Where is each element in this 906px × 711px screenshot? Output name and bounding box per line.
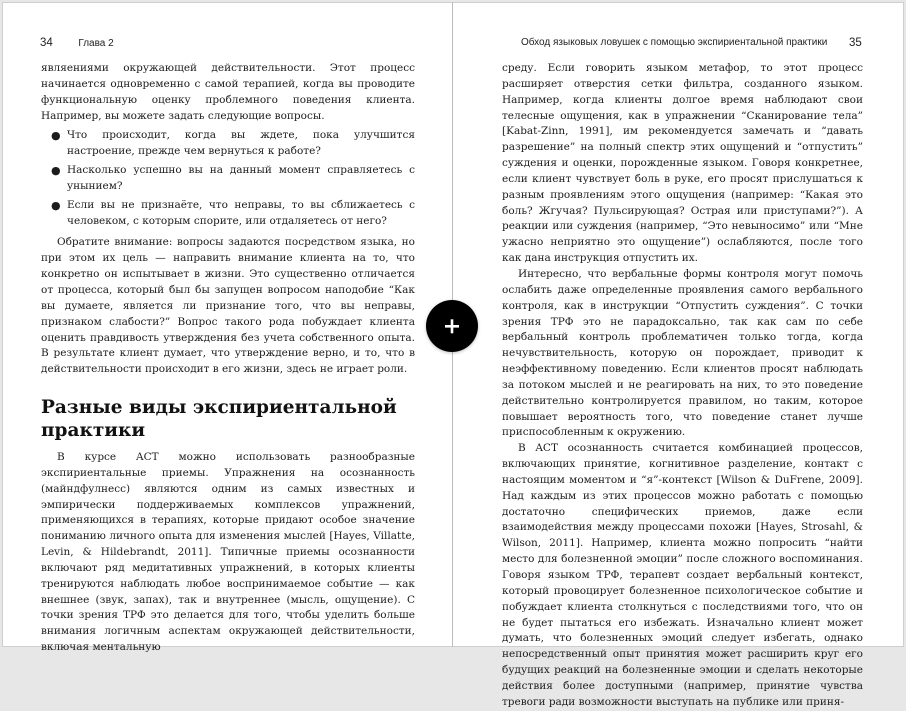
chapter-label: Глава 2 bbox=[78, 38, 114, 49]
left-page bbox=[2, 2, 453, 654]
bullet-icon: ● bbox=[51, 198, 61, 212]
bullet-icon: ● bbox=[51, 164, 61, 178]
left-page-number: 34 bbox=[40, 37, 53, 49]
left-body-text bbox=[41, 61, 415, 656]
right-page-number: 35 bbox=[849, 37, 862, 49]
list-item: ● Что происходит, когда вы ждете, пока улучшится настроение, прежде чем вернуться к работе? bbox=[51, 129, 415, 158]
plus-icon bbox=[426, 300, 478, 352]
paragraph: Обратите внимание: вопросы задаются посредством языка, но при этом их цель — направить внимание клиента на то, что конкретно он испытывает в жизни. Это существенно отличается от процесса, который был бы запущен вопросом наподобие “Как вы думаете, является ли признание того, что вы неправы, признаком слабости?” Вопрос такого рода побуждает клиента оценить правдивость утверждения без учета собственного опыта. В результате клиент думает, что утверждение верно, и то, что в действительности происходит в его жизни, здесь не играет роли. bbox=[41, 236, 415, 376]
section-heading: Разные виды экспириентальной практики bbox=[41, 397, 397, 442]
paragraph: В курсе ACT можно использовать разнообразные экспириентальные приемы. Упражнения на осознанность (майндфулнесс) являются одним из самых известных и эмпирически поддерживаемых комплексов упражнений, применяющихся в терапиях, которые придают особое значение пониманию личного опыта для изменения мыслей [Hayes, Villatte, Levin, & Hildebrandt, 2011]. Типичные приемы осознанности включают ряд медитативных упражнений, в которых клиенты тренируются наблюдать любое воспринимаемое событие — как внешнее (звук, запах), так и внутреннее (мысль, ощущение). С точки зрения ТРФ это делается для того, чтобы уделить больше внимания логичным аспектам окружающей действительности, включая ментальную bbox=[41, 451, 415, 654]
paragraph: являениями окружающей действительности. Этот процесс начинается одновременно с самой терапией, когда вы проводите функциональную оценку проблемного поведения клиента. Например, вы можете задать следующие вопросы. bbox=[41, 62, 415, 122]
right-page bbox=[452, 2, 904, 708]
bullet-icon: ● bbox=[51, 129, 61, 143]
list-item: ● Если вы не признаёте, что неправы, то вы сближаетесь с человеком, с которым спорите, или отдаляетесь от него? bbox=[51, 198, 415, 227]
right-body-text bbox=[502, 61, 863, 711]
add-button[interactable] bbox=[426, 300, 478, 352]
left-running-head bbox=[40, 37, 114, 49]
list-item: ● Насколько успешно вы на данный момент справляетесь с унынием? bbox=[51, 164, 415, 192]
right-running-head bbox=[521, 37, 827, 48]
paragraph: среду. Если говорить языком метафор, то этот процесс расширяет отверстия сетки фильтра, созданного языком. Например, когда клиенты долгое время наблюдают свои телесные ощущения, как в упражнении “Сканирование тела” [Kabat-Zinn, 1991], им рекомендуется замечать и “давать разрешение” на полный спектр этих ощущений и “отпустить” суждения и оценки, порожденные языком. Говоря конкретнее, если клиент чувствует боль в руке, его просят прислушаться к разным проявлениям этого ощущения (например: “Какая это боль? Жгучая? Пульсирующая? Острая или приступами?”). А реакции или суждения (например, “Это невыносимо” или “Мне ужасно неприятно это ощущение”) ослабляются, после того как дана инструкция отпустить их. bbox=[502, 62, 863, 265]
paragraph: В ACT осознанность считается комбинацией процессов, включающих принятие, когнитивное разделение, контакт с настоящим моментом и “я”-контекст [Wilson & DuFrene, 2009]. Над каждым из этих процессов можно работать с помощью достаточно специфических приемов, даже если взаимодействия между процессами похожи [Hayes, Strosahl, & Wilson, 2011]. Например, клиента можно попросить “найти место для болезненной эмоции” после сложного воспоминания. Говоря языком ТРФ, терапевт создает вербальный контекст, который провоцирует болезненное психологическое событие и побуждает клиента столкнуться с последствиями того, что он не будет пытаться его избежать. Изначально клиент может думать, что болезненных эмоций следует избегать, однако непосредственный опыт принятия может расширить круг его будущих реакций на болезненные эмоции и сделать некоторые действия более доступными (например, принятие чувства тревоги ради возможности выступать на публике или приня- bbox=[502, 442, 863, 708]
paragraph: Интересно, что вербальные формы контроля могут помочь ослабить даже определенные проявления самого вербального контроля, как в инструкции “Отпустить суждения”. С точки зрения ТРФ это не парадоксально, так как сам по себе вербальный контроль проблематичен только тогда, когда нечувствительность, которую он порождает, приводит к неэффективному поведению. Если клиентов просят наблюдать за потоком мыслей и не реагировать на них, то это поведение действительно контролируется правилом, но таким, которое повышает вероятность того, что поведение станет лучше приспособленным к окружению. bbox=[502, 267, 863, 439]
question-list bbox=[41, 128, 415, 229]
running-title: Обход языковых ловушек с помощью экспириентальной практики bbox=[521, 37, 828, 48]
